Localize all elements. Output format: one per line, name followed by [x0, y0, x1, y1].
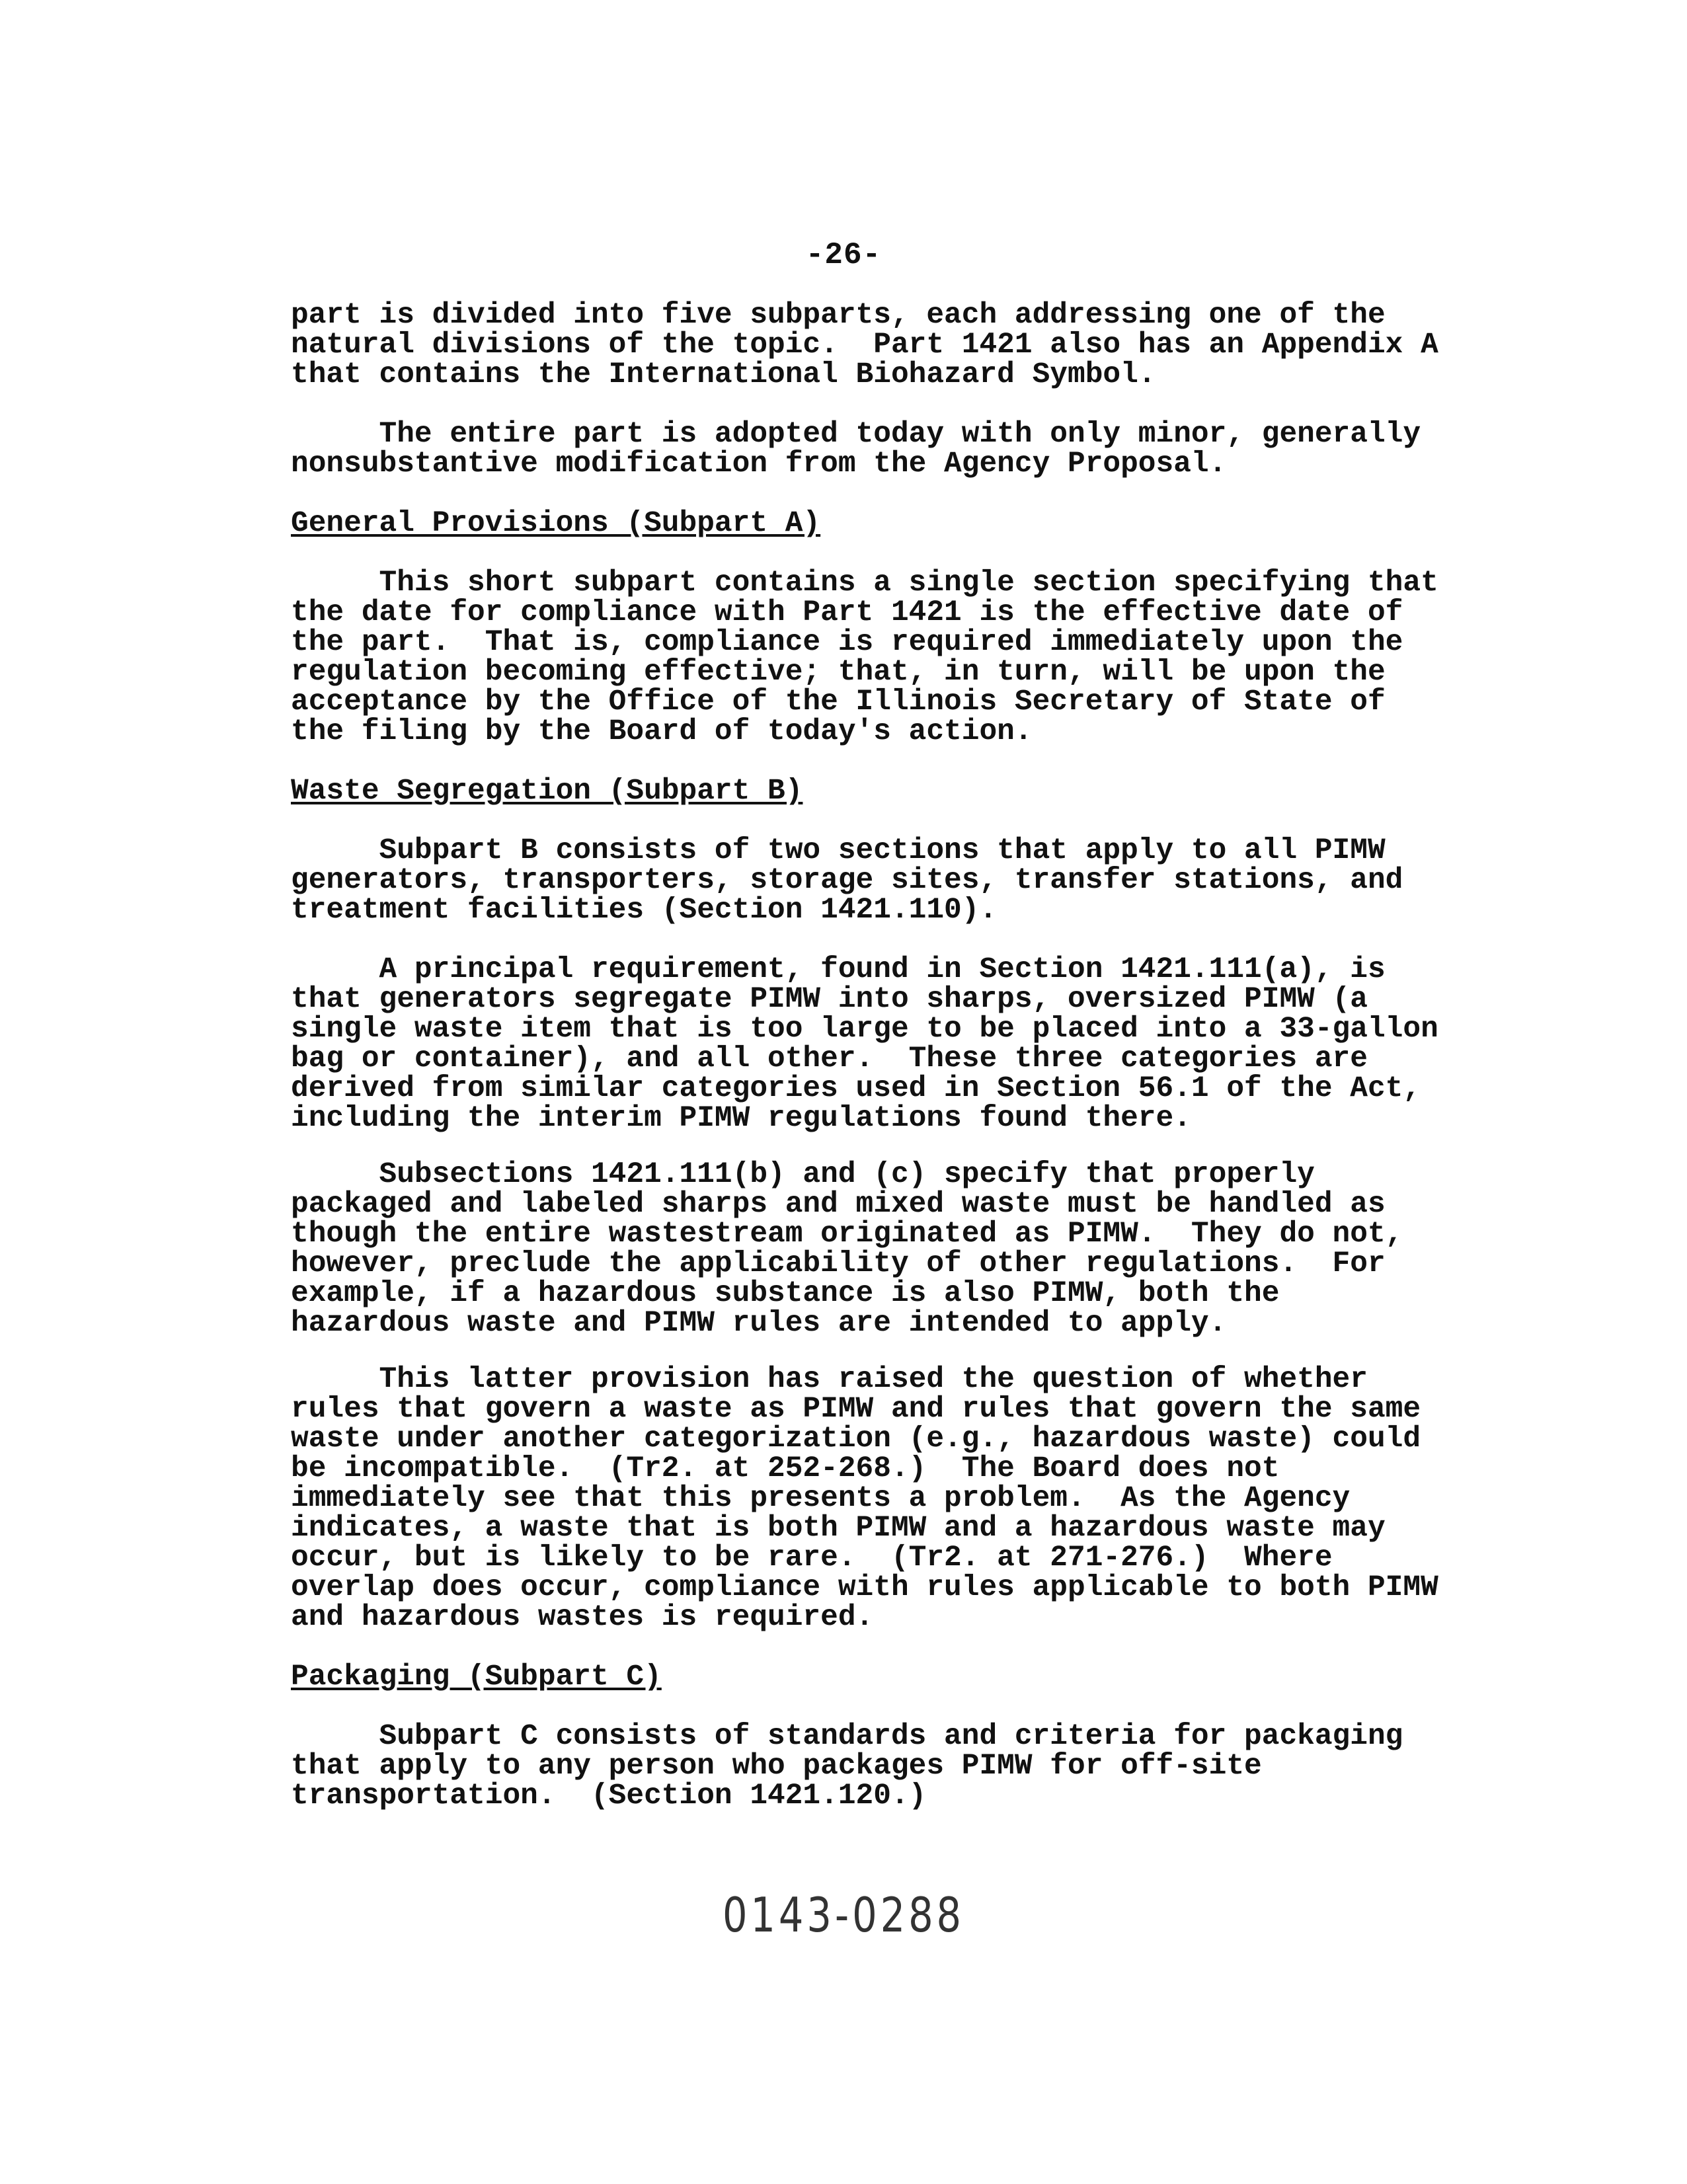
paragraph-line: that generators segregate PIMW into sharps, oversized PIMW (a — [291, 983, 1368, 1016]
paragraph-line: acceptance by the Office of the Illinois Secretary of State of — [291, 685, 1386, 719]
paragraph-line: packaged and labeled sharps and mixed waste must be handled as — [291, 1188, 1386, 1221]
paragraph-line: the date for compliance with Part 1421 is the effective date of — [291, 596, 1403, 629]
paragraph-line: The entire part is adopted today with only minor, generally — [291, 418, 1421, 451]
paragraph-line: waste under another categorization (e.g., hazardous waste) could — [291, 1423, 1421, 1456]
paragraph-line: Subpart B consists of two sections that apply to all PIMW — [291, 834, 1386, 867]
paragraph-line: Subsections 1421.111(b) and (c) specify that properly — [291, 1158, 1315, 1191]
paragraph-line: regulation becoming effective; that, in turn, will be upon the — [291, 656, 1386, 689]
paragraph-line: the filing by the Board of today's action. — [291, 715, 1033, 748]
paragraph-line: though the entire wastestream originated as PIMW. They do not, — [291, 1218, 1403, 1251]
document-stamp-number: 0143-0288 — [722, 1887, 965, 1943]
paragraph-line: the part. That is, compliance is required immediately upon the — [291, 626, 1403, 659]
paragraph-line: immediately see that this presents a problem. As the Agency — [291, 1482, 1351, 1515]
paragraph-line: generators, transporters, storage sites, transfer stations, and — [291, 864, 1403, 897]
paragraph-line: example, if a hazardous substance is also PIMW, both the — [291, 1277, 1280, 1310]
paragraph-line: that contains the International Biohazard Symbol. — [291, 358, 1156, 391]
section-heading: General Provisions (Subpart A) — [291, 507, 821, 540]
paragraph-line: bag or container), and all other. These three categories are — [291, 1042, 1368, 1075]
paragraph-line: Subpart C consists of standards and criteria for packaging — [291, 1720, 1403, 1753]
paragraph-line: however, preclude the applicability of other regulations. For — [291, 1247, 1386, 1280]
paragraph-line: occur, but is likely to be rare. (Tr2. at 271-276.) Where — [291, 1541, 1333, 1575]
paragraph-line: part is divided into five subparts, each addressing one of the — [291, 299, 1386, 332]
paragraph-line: be incompatible. (Tr2. at 252-268.) The Board does not — [291, 1452, 1280, 1485]
paragraph-line: This short subpart contains a single section specifying that — [291, 566, 1438, 600]
paragraph-line: single waste item that is too large to be placed into a 33-gallon — [291, 1013, 1438, 1046]
paragraph-line: including the interim PIMW regulations found there. — [291, 1102, 1191, 1135]
paragraph-line: natural divisions of the topic. Part 1421 also has an Appendix A — [291, 329, 1438, 362]
paragraph-line: rules that govern a waste as PIMW and rules that govern the same — [291, 1393, 1421, 1426]
paragraph-line: nonsubstantive modification from the Agency Proposal. — [291, 448, 1227, 481]
paragraph-line: A principal requirement, found in Section 1421.111(a), is — [291, 953, 1386, 986]
section-heading: Waste Segregation (Subpart B) — [291, 775, 803, 808]
paragraph-line: treatment facilities (Section 1421.110). — [291, 894, 998, 927]
section-heading: Packaging (Subpart C) — [291, 1660, 662, 1694]
paragraph-line: that apply to any person who packages PIMW for off-site — [291, 1750, 1262, 1783]
paragraph-line: and hazardous wastes is required. — [291, 1601, 874, 1634]
paragraph-line: transportation. (Section 1421.120.) — [291, 1779, 927, 1813]
paragraph-line: This latter provision has raised the question of whether — [291, 1363, 1368, 1396]
paragraph-line: indicates, a waste that is both PIMW and a hazardous waste may — [291, 1512, 1386, 1545]
paragraph-line: derived from similar categories used in Section 56.1 of the Act, — [291, 1072, 1421, 1105]
paragraph-line: hazardous waste and PIMW rules are intended to apply. — [291, 1307, 1227, 1340]
page-number: -26- — [805, 238, 882, 272]
paragraph-line: overlap does occur, compliance with rules applicable to both PIMW — [291, 1571, 1438, 1604]
